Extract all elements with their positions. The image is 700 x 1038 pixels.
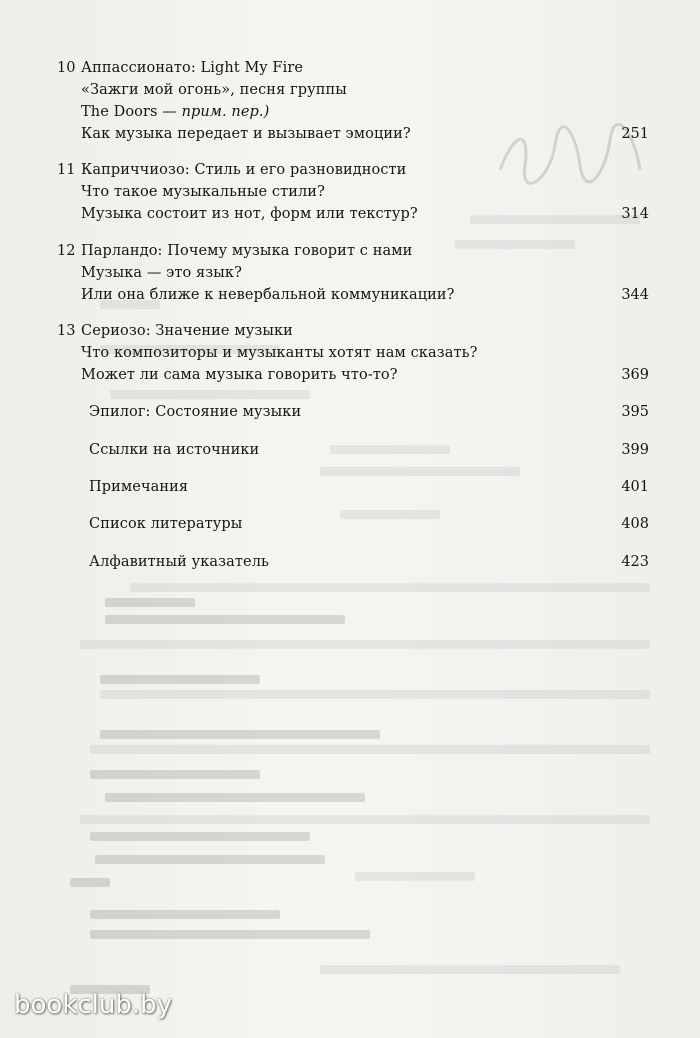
page-number: 408 [621,516,649,532]
page-number: 369 [621,367,649,383]
page-number: 344 [621,287,649,303]
chapter-title: Аппассионато: Light My Fire [81,60,304,76]
chapter-subtitle: «Зажги мой огонь», песня группы [81,82,347,98]
chapter-number: 10 [57,60,76,76]
chapter-subtitle: Или она ближе к невербальной коммуникации? [81,287,455,303]
chapter-subtitle: Музыка состоит из нот, форм или текстур? [81,206,418,222]
chapter-subtitle [81,102,269,122]
watermark: bookclub.by [14,990,173,1020]
chapter-number: 11 [57,162,76,178]
chapter-title: Каприччиозо: Стиль и его разновидности [81,162,407,178]
chapter-subtitle-text: The Doors — [81,104,182,120]
chapter-subtitle: Может ли сама музыка говорить что-то? [81,367,398,383]
chapter-subtitle: Как музыка передает и вызывает эмоции? [81,126,411,142]
chapter-number: 13 [57,323,76,339]
chapter-subtitle: Что такое музыкальные стили? [81,184,325,200]
epilogue-title: Эпилог: Состояние музыки [89,404,302,420]
page-number: 251 [621,126,649,142]
index-title: Алфавитный указатель [89,554,270,570]
bibliography-title: Список литературы [89,516,243,532]
page-number: 395 [621,404,649,420]
chapter-title: Сериозо: Значение музыки [81,323,293,339]
page-number: 399 [621,442,649,458]
chapter-title: Парландо: Почему музыка говорит с нами [81,243,413,259]
translator-note: прим. пер.) [181,104,270,120]
sources-title: Ссылки на источники [89,442,260,458]
page-number: 401 [621,479,649,495]
chapter-subtitle: Музыка — это язык? [81,265,242,281]
page-number: 314 [621,206,649,222]
chapter-number: 12 [57,243,76,259]
chapter-subtitle: Что композиторы и музыканты хотят нам сказать? [81,345,478,361]
notes-title: Примечания [89,479,189,495]
page-number: 423 [621,554,649,570]
